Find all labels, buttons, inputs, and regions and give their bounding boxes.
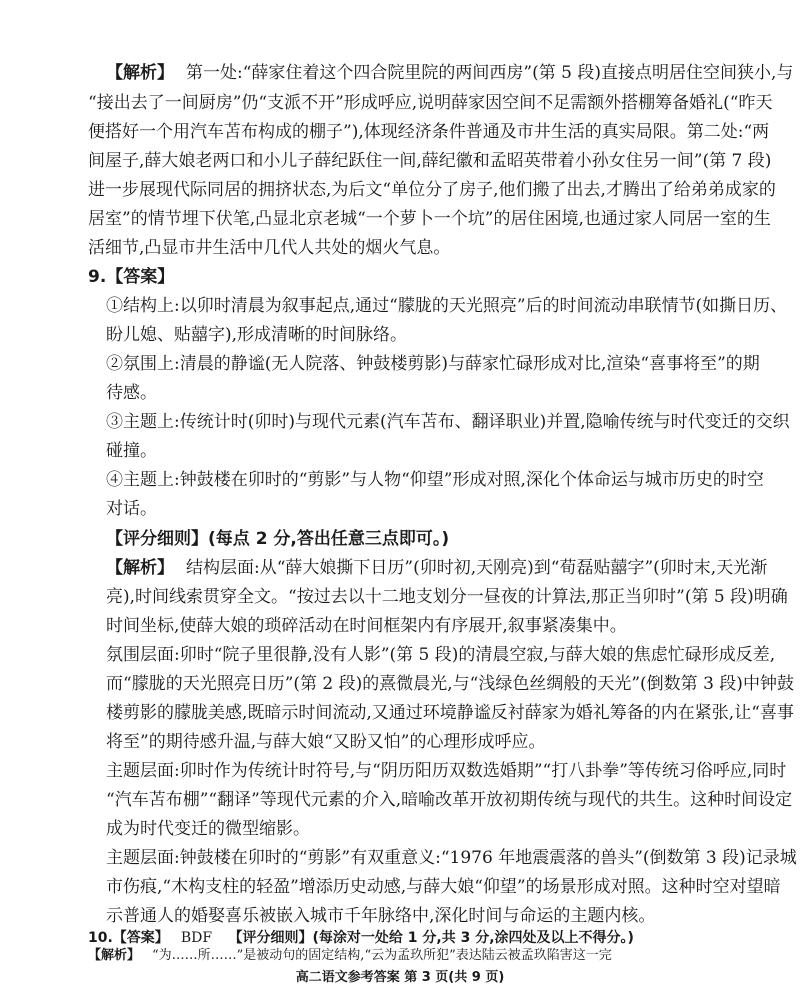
analysis-line: 而“朦胧的天光照亮日历”(第 2 段)的熹微晨光,与“浅绿色丝绸般的天光”(倒数第 3 段)中钟鼓 xyxy=(106,674,794,694)
q10-answer-line: 10.【答案】 BDF 【评分细则】(每涂对一处给 1 分,共 3 分,涂四处及以上不得分。) xyxy=(88,930,634,946)
analysis-line: 时间坐标,使薛大娘的琐碎活动在时间框架内有序展开,叙事紧凑集中。 xyxy=(106,616,627,636)
q9-scoring-rule: 【评分细则】(每点 2 分,答出任意三点即可。) xyxy=(106,529,450,549)
q10-analysis-line: 【解析】 “为……所……”是被动句的固定结构,“云为孟玖所犯”表达陆云被孟玖陷害这一完 xyxy=(88,948,612,963)
analysis-tag: 【解析】 第一处:“薛家住着这个四合院里院的两间西房”(第 5 段)直接点明居住空间狭小,与 xyxy=(106,63,794,83)
answer-line: 待感。 xyxy=(106,383,157,403)
analysis-line: 主题层面:卯时作为传统计时符号,与“阴历阳历双数选婚期”“打八卦拳”等传统习俗呼应,同时 xyxy=(106,761,787,781)
answer-line: 碰撞。 xyxy=(106,441,157,461)
analysis-line: “汽车苫布棚”“翻译”等现代元素的介入,暗喻改革开放初期传统与现代的共生。这种时间设定 xyxy=(106,790,793,810)
page-footer: 高二语文参考答案 第 3 页(共 9 页) xyxy=(295,970,505,985)
answer-line: 对话。 xyxy=(106,499,157,519)
analysis-line: 成为时代变迁的微型缩影。 xyxy=(106,819,310,839)
analysis-line: 氛围层面:卯时“院子里很静,没有人影”(第 5 段)的清晨空寂,与薛大娘的焦虑忙碌形成反差, xyxy=(106,645,776,665)
analysis-line: 将至”的期待感升温,与薛大娘“又盼又怕”的心理形成呼应。 xyxy=(106,732,546,752)
analysis-line: 市伤痕,“木构支柱的轻盈”增添历史动感,与薛大娘“仰望”的场景形成对照。这种时空对望暗 xyxy=(106,877,781,897)
analysis-line: 楼剪影的朦胧美感,既暗示时间流动,又通过环境静谧反衬薛家为婚礼筹备的内在紧张,让“喜事 xyxy=(106,703,794,723)
answer-line: ②氛围上:清晨的静谧(无人院落、钟鼓楼剪影)与薛家忙碌形成对比,渲染“喜事将至”的期 xyxy=(106,354,760,374)
analysis-line: 示普通人的婚娶喜乐被嵌入城市千年脉络中,深化时间与命运的主题内核。 xyxy=(106,906,656,926)
analysis-line: 主题层面:钟鼓楼在卯时的“剪影”有双重意义:“1976 年地震震落的兽头”(倒数第 3 段)记录城 xyxy=(106,848,797,868)
q9-analysis-first-line: 【解析】 结构层面:从“薛大娘撕下日历”(卯时初,天刚亮)到“荀磊贴囍字”(卯时末,天光渐 xyxy=(106,558,768,578)
answer-line: ①结构上:以卯时清晨为叙事起点,通过“朦胧的天光照亮”后的时间流动串联情节(如撕日历、 xyxy=(106,296,788,316)
answer-line: ④主题上:钟鼓楼在卯时的“剪影”与人物“仰望”形成对照,深化个体命运与城市历史的时空 xyxy=(106,470,764,490)
text-line: 间屋子,薛大娘老两口和小儿子薛纪跃住一间,薛纪徽和孟昭英带着小孙女住另一间”(第 7 段) xyxy=(88,151,772,171)
text-line: 居室”的情节埋下伏笔,凸显北京老城“一个萝卜一个坑”的居住困境,也通过家人同居一室的生 xyxy=(88,209,771,229)
answer-line: 盼儿媳、贴囍字),形成清晰的时间脉络。 xyxy=(106,325,408,345)
text-line: 便搭好一个用汽车苫布构成的棚子”),体现经济条件普通及市井生活的真实局限。第二处:“两 xyxy=(88,122,770,142)
text-line: 活细节,凸显市井生活中几代人共处的烟火气息。 xyxy=(88,238,451,258)
q9-answer-heading: 9.【答案】 xyxy=(88,267,175,287)
answer-line: ③主题上:传统计时(卯时)与现代元素(汽车苫布、翻译职业)并置,隐喻传统与时代变迁的交织 xyxy=(106,412,790,432)
text-line: 进一步展现代际同居的拥挤状态,为后文“单位分了房子,他们搬了出去,才腾出了给弟弟成家的 xyxy=(88,180,776,200)
analysis-line: 亮),时间线索贯穿全文。“按过去以十二地支划分一昼夜的计算法,那正当卯时”(第 5 段)明确 xyxy=(106,587,788,607)
text-line: “接出去了一间厨房”仍“支派不开”形成呼应,说明薛家因空间不足需额外搭棚筹备婚礼(“昨天 xyxy=(88,93,773,113)
